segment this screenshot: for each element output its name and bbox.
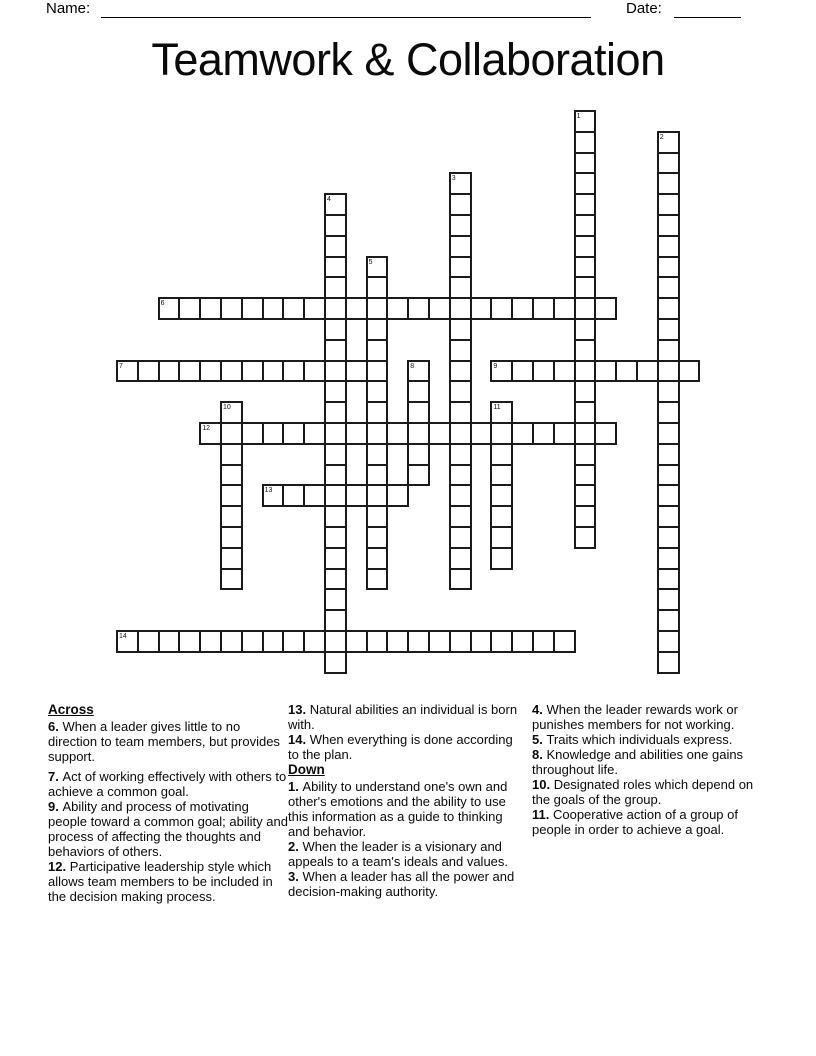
clue-8: 8. Knowledge and abilities one gains throughout life.	[532, 747, 744, 777]
grid-cell[interactable]	[449, 568, 472, 591]
grid-cell[interactable]	[407, 380, 430, 403]
grid-cell[interactable]	[303, 484, 326, 507]
clue-number-label: 6	[160, 300, 165, 308]
grid-cell[interactable]	[407, 443, 430, 466]
grid-cell[interactable]	[324, 464, 347, 487]
grid-cell[interactable]	[449, 505, 472, 528]
grid-cell[interactable]	[490, 505, 513, 528]
grid-cell[interactable]	[574, 193, 597, 216]
grid-cell[interactable]	[345, 422, 368, 445]
grid-cell[interactable]	[407, 630, 430, 653]
clue-10: 10. Designated roles which depend on the goals of the group.	[532, 777, 754, 807]
grid-cell[interactable]	[386, 422, 409, 445]
clue-number: 10.	[532, 777, 554, 792]
grid-cell[interactable]	[574, 505, 597, 528]
grid-cell[interactable]	[303, 360, 326, 383]
grid-cell[interactable]	[324, 339, 347, 362]
date-label: Date:	[626, 0, 662, 17]
grid-cell[interactable]	[678, 360, 701, 383]
grid-cell[interactable]	[282, 422, 305, 445]
clue-col-2	[288, 702, 526, 899]
grid-cell[interactable]	[553, 360, 576, 383]
clue-4: 4. When the leader rewards work or punishes members for not working.	[532, 702, 738, 732]
grid-cell[interactable]	[324, 568, 347, 591]
grid-cell[interactable]	[594, 297, 617, 320]
grid-cell[interactable]	[449, 256, 472, 279]
grid-cell[interactable]	[282, 297, 305, 320]
clue-number-label: 5	[368, 258, 373, 266]
grid-cell[interactable]	[178, 297, 201, 320]
grid-cell[interactable]	[657, 235, 680, 258]
clue-number-label: 2	[659, 133, 664, 141]
grid-cell[interactable]	[366, 443, 389, 466]
grid-cell[interactable]	[366, 339, 389, 362]
clue-12: 12. Participative leadership style which allows team members to be included in the decision making process.	[48, 859, 273, 904]
grid-cell[interactable]	[657, 339, 680, 362]
clue-3: 3. When a leader has all the power and decision-making authority.	[288, 869, 515, 899]
grid-cell[interactable]	[303, 630, 326, 653]
clue-7: 7. Act of working effectively with others to achieve a common goal.	[48, 769, 287, 799]
grid-cell[interactable]	[657, 588, 680, 611]
grid-cell[interactable]	[449, 297, 472, 320]
grid-cell[interactable]	[324, 360, 347, 383]
grid-cell[interactable]	[449, 276, 472, 299]
grid-cell[interactable]	[470, 422, 493, 445]
grid-cell[interactable]	[366, 318, 389, 341]
grid-cell[interactable]	[220, 422, 243, 445]
grid-cell[interactable]	[449, 443, 472, 466]
clue-number-label: 8	[410, 362, 415, 370]
grid-cell[interactable]	[574, 360, 597, 383]
clue-number: 2.	[288, 839, 303, 854]
grid-cell[interactable]	[366, 380, 389, 403]
date-input-line[interactable]	[674, 17, 741, 18]
grid-cell[interactable]	[407, 297, 430, 320]
grid-cell[interactable]	[511, 360, 534, 383]
grid-cell[interactable]	[366, 630, 389, 653]
grid-cell[interactable]	[241, 630, 264, 653]
clue-5: 5. Traits which individuals express.	[532, 732, 733, 747]
clue-col-1	[48, 702, 288, 904]
grid-cell[interactable]	[220, 526, 243, 549]
grid-cell[interactable]	[490, 422, 513, 445]
grid-cell[interactable]	[574, 214, 597, 237]
clue-col-3	[532, 702, 764, 837]
grid-cell[interactable]	[657, 609, 680, 632]
grid-cell[interactable]	[324, 256, 347, 279]
grid-cell[interactable]	[449, 484, 472, 507]
grid-cell[interactable]	[657, 547, 680, 570]
grid-cell[interactable]	[324, 505, 347, 528]
clue-number-label: 9	[493, 362, 498, 370]
clue-number: 8.	[532, 747, 547, 762]
grid-cell[interactable]	[470, 297, 493, 320]
grid-cell[interactable]	[449, 214, 472, 237]
clue-number-label: 10	[223, 404, 231, 412]
grid-cell[interactable]	[324, 380, 347, 403]
clue-number-label: 7	[119, 362, 123, 370]
grid-cell[interactable]	[511, 422, 534, 445]
grid-cell[interactable]	[241, 297, 264, 320]
grid-cell[interactable]	[428, 297, 451, 320]
grid-cell[interactable]	[657, 401, 680, 424]
grid-cell[interactable]	[657, 152, 680, 175]
grid-cell[interactable]	[366, 526, 389, 549]
grid-cell[interactable]	[324, 235, 347, 258]
grid-cell[interactable]	[574, 297, 597, 320]
down-header: Down	[288, 762, 325, 777]
grid-cell[interactable]	[345, 297, 368, 320]
grid-cell[interactable]	[220, 630, 243, 653]
grid-cell[interactable]	[199, 630, 222, 653]
clue-number-label: 1	[576, 113, 581, 120]
grid-cell[interactable]	[199, 360, 222, 383]
grid-cell[interactable]	[511, 297, 534, 320]
grid-cell[interactable]	[657, 422, 680, 445]
clue-number-label: 4	[327, 196, 331, 204]
clue-number-label: 3	[451, 175, 456, 183]
grid-cell[interactable]	[657, 172, 680, 195]
grid-cell[interactable]	[303, 422, 326, 445]
grid-cell[interactable]	[324, 588, 347, 611]
grid-cell[interactable]	[532, 630, 555, 653]
grid-cell[interactable]	[220, 443, 243, 466]
grid-cell[interactable]	[220, 484, 243, 507]
clue-number-label: 13	[264, 487, 273, 495]
grid-cell[interactable]	[220, 547, 243, 570]
clue-number: 6.	[48, 719, 63, 734]
grid-cell[interactable]	[449, 318, 472, 341]
grid-cell[interactable]	[220, 505, 243, 528]
grid-cell[interactable]	[199, 297, 222, 320]
clue-number: 11.	[532, 807, 553, 822]
grid-cell[interactable]	[282, 360, 305, 383]
grid-cell[interactable]	[407, 422, 430, 445]
grid-cell[interactable]	[324, 297, 347, 320]
grid-cell[interactable]	[657, 193, 680, 216]
grid-cell[interactable]	[241, 422, 264, 445]
grid-cell[interactable]	[366, 505, 389, 528]
grid-cell[interactable]	[470, 630, 493, 653]
grid-cell[interactable]	[574, 484, 597, 507]
grid-cell[interactable]	[490, 547, 513, 570]
grid-cell[interactable]	[574, 380, 597, 403]
grid-cell[interactable]	[137, 630, 160, 653]
grid-cell[interactable]	[178, 360, 201, 383]
clue-number: 7.	[48, 769, 63, 784]
grid-cell[interactable]	[345, 484, 368, 507]
clue-9: 9. Ability and process of motivating people toward a common goal; ability and process of affecting the thoughts and behaviors of others.	[48, 799, 288, 859]
grid-cell[interactable]	[324, 401, 347, 424]
grid-cell[interactable]	[366, 464, 389, 487]
grid-cell[interactable]	[449, 339, 472, 362]
clue-number-label: 11	[493, 404, 501, 412]
grid-cell[interactable]	[490, 464, 513, 487]
grid-cell[interactable]	[490, 443, 513, 466]
grid-cell[interactable]	[428, 422, 451, 445]
grid-cell[interactable]	[511, 630, 534, 653]
grid-cell[interactable]	[574, 464, 597, 487]
grid-cell[interactable]	[282, 630, 305, 653]
grid-cell[interactable]	[428, 630, 451, 653]
grid-cell[interactable]	[490, 526, 513, 549]
grid-cell[interactable]	[594, 360, 617, 383]
grid-cell[interactable]	[553, 297, 576, 320]
grid-cell[interactable]	[262, 360, 285, 383]
clue-11: 11. Cooperative action of a group of people in order to achieve a goal.	[532, 807, 738, 837]
grid-cell[interactable]	[324, 318, 347, 341]
grid-cell[interactable]	[574, 172, 597, 195]
grid-cell[interactable]	[262, 422, 285, 445]
grid-cell[interactable]	[490, 484, 513, 507]
grid-cell[interactable]	[366, 547, 389, 570]
clue-2: 2. When the leader is a visionary and appeals to a team's ideals and values.	[288, 839, 509, 869]
grid-cell[interactable]	[657, 360, 680, 383]
clue-number: 13.	[288, 702, 310, 717]
grid-cell[interactable]	[345, 360, 368, 383]
grid-cell[interactable]	[366, 401, 389, 424]
grid-cell[interactable]	[324, 630, 347, 653]
grid-cell[interactable]	[345, 630, 368, 653]
grid-cell[interactable]	[574, 339, 597, 362]
grid-cell[interactable]	[574, 152, 597, 175]
grid-cell[interactable]	[574, 422, 597, 445]
clue-13: 13. Natural abilities an individual is born with.	[288, 702, 518, 732]
grid-cell[interactable]	[574, 443, 597, 466]
grid-cell[interactable]	[324, 609, 347, 632]
grid-cell[interactable]	[490, 630, 513, 653]
grid-cell[interactable]	[262, 297, 285, 320]
grid-cell[interactable]	[386, 484, 409, 507]
grid-cell[interactable]	[532, 360, 555, 383]
grid-cell[interactable]	[324, 276, 347, 299]
grid-cell[interactable]	[324, 526, 347, 549]
grid-cell[interactable]	[574, 526, 597, 549]
clue-number: 4.	[532, 702, 547, 717]
clue-number: 12.	[48, 859, 70, 874]
grid-cell[interactable]	[574, 131, 597, 154]
grid-cell[interactable]	[303, 297, 326, 320]
grid-cell[interactable]	[158, 360, 181, 383]
clue-number: 9.	[48, 799, 63, 814]
grid-cell[interactable]	[366, 360, 389, 383]
grid-cell[interactable]	[615, 360, 638, 383]
grid-cell[interactable]	[449, 547, 472, 570]
grid-cell[interactable]	[657, 380, 680, 403]
grid-cell[interactable]	[386, 297, 409, 320]
grid-cell[interactable]	[657, 214, 680, 237]
grid-cell[interactable]	[574, 256, 597, 279]
clue-number-label: 14	[119, 633, 127, 640]
grid-cell[interactable]	[449, 464, 472, 487]
grid-cell[interactable]	[449, 380, 472, 403]
grid-cell[interactable]	[553, 422, 576, 445]
clue-14: 14. When everything is done according to the plan.	[288, 732, 513, 762]
grid-cell[interactable]	[241, 360, 264, 383]
grid-cell[interactable]	[574, 318, 597, 341]
grid-cell[interactable]	[449, 360, 472, 383]
grid-cell[interactable]	[324, 443, 347, 466]
grid-cell[interactable]	[262, 630, 285, 653]
grid-cell[interactable]	[220, 464, 243, 487]
grid-cell[interactable]	[657, 526, 680, 549]
grid-cell[interactable]	[553, 630, 576, 653]
grid-cell[interactable]	[657, 297, 680, 320]
grid-cell[interactable]	[657, 630, 680, 653]
name-input-line[interactable]	[101, 17, 591, 18]
grid-cell[interactable]	[657, 276, 680, 299]
grid-cell[interactable]	[657, 256, 680, 279]
grid-cell[interactable]	[366, 484, 389, 507]
name-label: Name:	[46, 0, 91, 17]
grid-cell[interactable]	[574, 235, 597, 258]
grid-cell[interactable]	[386, 630, 409, 653]
grid-cell[interactable]	[449, 235, 472, 258]
clue-number: 5.	[532, 732, 547, 747]
grid-cell[interactable]	[158, 630, 181, 653]
clue-1: 1. Ability to understand one's own and other's emotions and the ability to use this information as a guide to thinking and behavior.	[288, 779, 508, 839]
grid-cell[interactable]	[449, 630, 472, 653]
across-header: Across	[48, 702, 94, 717]
grid-cell[interactable]	[324, 651, 347, 674]
grid-cell[interactable]	[366, 276, 389, 299]
grid-cell[interactable]	[407, 401, 430, 424]
grid-cell[interactable]	[532, 297, 555, 320]
grid-cell[interactable]	[220, 297, 243, 320]
grid-cell[interactable]	[532, 422, 555, 445]
grid-cell[interactable]	[449, 193, 472, 216]
grid-cell[interactable]	[282, 484, 305, 507]
grid-cell[interactable]	[407, 464, 430, 487]
grid-cell[interactable]	[366, 568, 389, 591]
grid-cell[interactable]	[657, 318, 680, 341]
crossword-grid	[116, 110, 706, 680]
grid-cell[interactable]	[137, 360, 160, 383]
grid-cell[interactable]	[657, 464, 680, 487]
clue-6: 6. When a leader gives little to no direction to team members, but provides support.	[48, 719, 280, 764]
grid-cell[interactable]	[657, 651, 680, 674]
grid-cell[interactable]	[324, 484, 347, 507]
clue-number-label: 12	[202, 425, 210, 432]
clue-number: 14.	[288, 732, 310, 747]
clue-number: 1.	[288, 779, 303, 794]
page-title: Teamwork & Collaboration	[151, 34, 665, 85]
grid-cell[interactable]	[657, 505, 680, 528]
grid-cell[interactable]	[324, 214, 347, 237]
grid-cell[interactable]	[594, 422, 617, 445]
grid-cell[interactable]	[324, 422, 347, 445]
grid-cell[interactable]	[366, 422, 389, 445]
grid-cell[interactable]	[449, 422, 472, 445]
grid-cell[interactable]	[657, 568, 680, 591]
grid-cell[interactable]	[490, 297, 513, 320]
grid-cell[interactable]	[178, 630, 201, 653]
grid-cell[interactable]	[657, 443, 680, 466]
grid-cell[interactable]	[574, 276, 597, 299]
grid-cell[interactable]	[449, 401, 472, 424]
grid-cell[interactable]	[657, 484, 680, 507]
clue-number: 3.	[288, 869, 303, 884]
grid-cell[interactable]	[366, 297, 389, 320]
grid-cell[interactable]	[220, 568, 243, 591]
grid-cell[interactable]	[449, 526, 472, 549]
grid-cell[interactable]	[636, 360, 659, 383]
grid-cell[interactable]	[324, 547, 347, 570]
grid-cell[interactable]	[220, 360, 243, 383]
grid-cell[interactable]	[574, 401, 597, 424]
